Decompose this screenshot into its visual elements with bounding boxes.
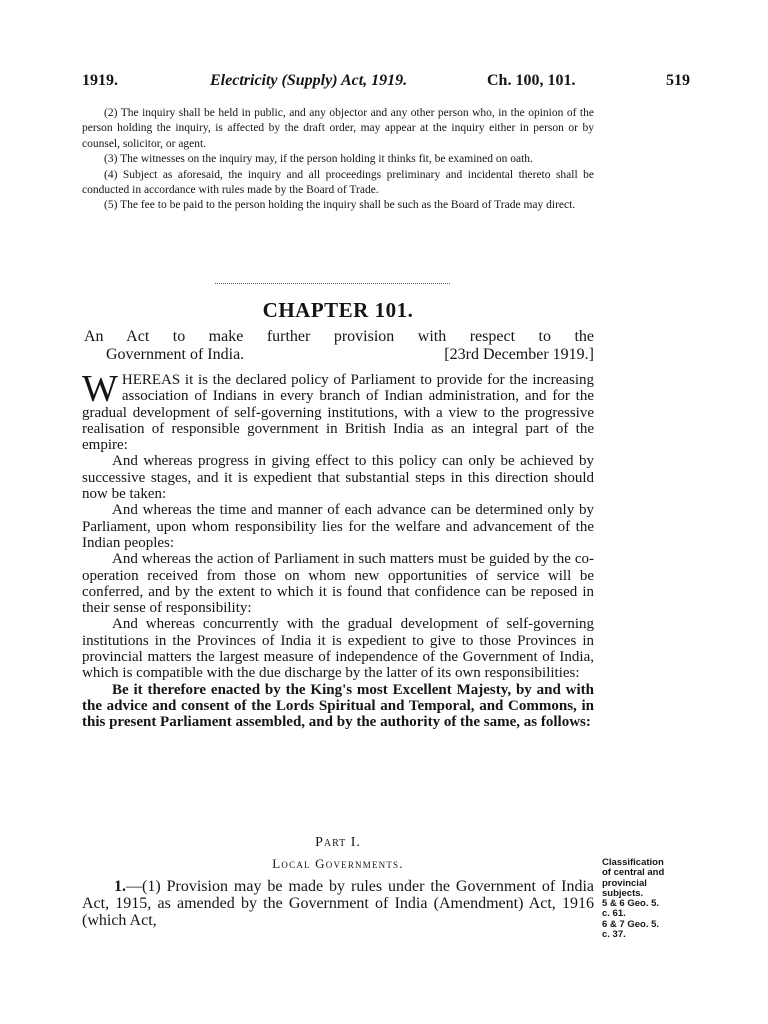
marginal-note-line: c. 37.	[602, 929, 626, 941]
part-subheading: Local Governments.	[272, 856, 404, 871]
clause-paragraph	[82, 878, 594, 929]
section-divider	[215, 283, 450, 284]
chapter-heading: CHAPTER 101.	[262, 298, 414, 322]
clause-1	[82, 878, 594, 929]
marginal-note	[602, 858, 692, 940]
subsection-4: (4) Subject as aforesaid, the inquiry and all proceedings preliminary and incidental thereto shall be conducted in accordance with rules made by the Board of Trade.	[82, 168, 594, 197]
preamble-paragraph: And whereas the time and manner of each advance can be determined only by Parliament, upon whom responsibility lies for the welfare and advancement of the Indian peoples:	[82, 502, 594, 551]
preamble-first-text: HEREAS it is the declared policy of Parliament to provide for the increasing association of Indians in every branch of Indian administration, and for the gradual development of self-governing institutions, with a view to the progressive realisation of responsible government in British India as an integral part of the empire:	[82, 372, 594, 454]
preamble-paragraph: And whereas progress in giving effect to this policy can only be achieved by successive stages, and it is expedient that substantial steps in this direction should now be taken:	[82, 453, 594, 503]
part-heading: Part I.	[315, 835, 361, 850]
long-title-line2	[84, 346, 594, 364]
subsection-5: (5) The fee to be paid to the person holding the inquiry shall be such as the Board of Trade may direct.	[104, 199, 576, 212]
marginal-note-line: Classification	[602, 857, 664, 868]
clause-body: —(1) Provision may be made by rules under the Government of India Act, 1915, as amended by the Government of India (Amendment) Act, 1916 (which Act,	[82, 878, 594, 929]
marginal-note-line: subjects.	[602, 887, 644, 899]
marginal-note-line: 5 & 6 Geo. 5.	[602, 898, 660, 910]
header-chapter: Ch. 100, 101.	[487, 72, 576, 89]
marginal-note-line: of central and	[602, 867, 665, 879]
running-header	[82, 72, 690, 94]
assent-date: [23rd December 1919.]	[444, 346, 594, 363]
clause-number: 1.	[114, 878, 126, 895]
marginal-note-line: c. 61.	[602, 908, 626, 920]
preamble	[82, 368, 594, 731]
preamble-paragraph: And whereas concurrently with the gradual development of self-governing institutions in the Provinces of India it is expedient to give to those Provinces in provincial matters the largest measure of independence of the Government of India, which is compatible with the due discharge by the latter of its own responsibilities:	[82, 616, 594, 682]
header-act-title: Electricity (Supply) Act, 1919.	[210, 72, 408, 89]
enacting-formula: Be it therefore enacted by the King's most Excellent Majesty, by and with the advice and consent of the Lords Spiritual and Temporal, and Commons, in this present Parliament assembled, and by the authority of the same, as follows:	[82, 681, 594, 731]
previous-section-text	[82, 106, 594, 214]
subsection-2: (2) The inquiry shall be held in public, and any objector and any other person who, in the opinion of the person holding the inquiry, is affected by the draft order, may appear at the inquiry either in person or by counsel, solicitor, or agent.	[82, 107, 594, 150]
long-title-line1: An Act to make further provision with respect to the	[84, 328, 594, 345]
preamble-paragraph: And whereas the action of Parliament in such matters must be guided by the co-operation received from those on whom new opportunities of service will be conferred, and by the extent to which it is found that confidence can be reposed in their sense of responsibility:	[82, 551, 594, 617]
header-year: 1919.	[82, 72, 118, 89]
long-title-subject: Government of India.	[106, 346, 245, 363]
drop-cap: W	[82, 368, 118, 410]
preamble-paragraph	[82, 368, 594, 454]
marginal-note-line: provincial	[602, 877, 647, 889]
subsection-3: (3) The witnesses on the inquiry may, if the person holding it thinks fit, be examined on oath.	[104, 153, 533, 166]
page-number: 519	[666, 72, 690, 89]
marginal-note-line: 6 & 7 Geo. 5.	[602, 918, 660, 930]
long-title	[84, 328, 594, 364]
